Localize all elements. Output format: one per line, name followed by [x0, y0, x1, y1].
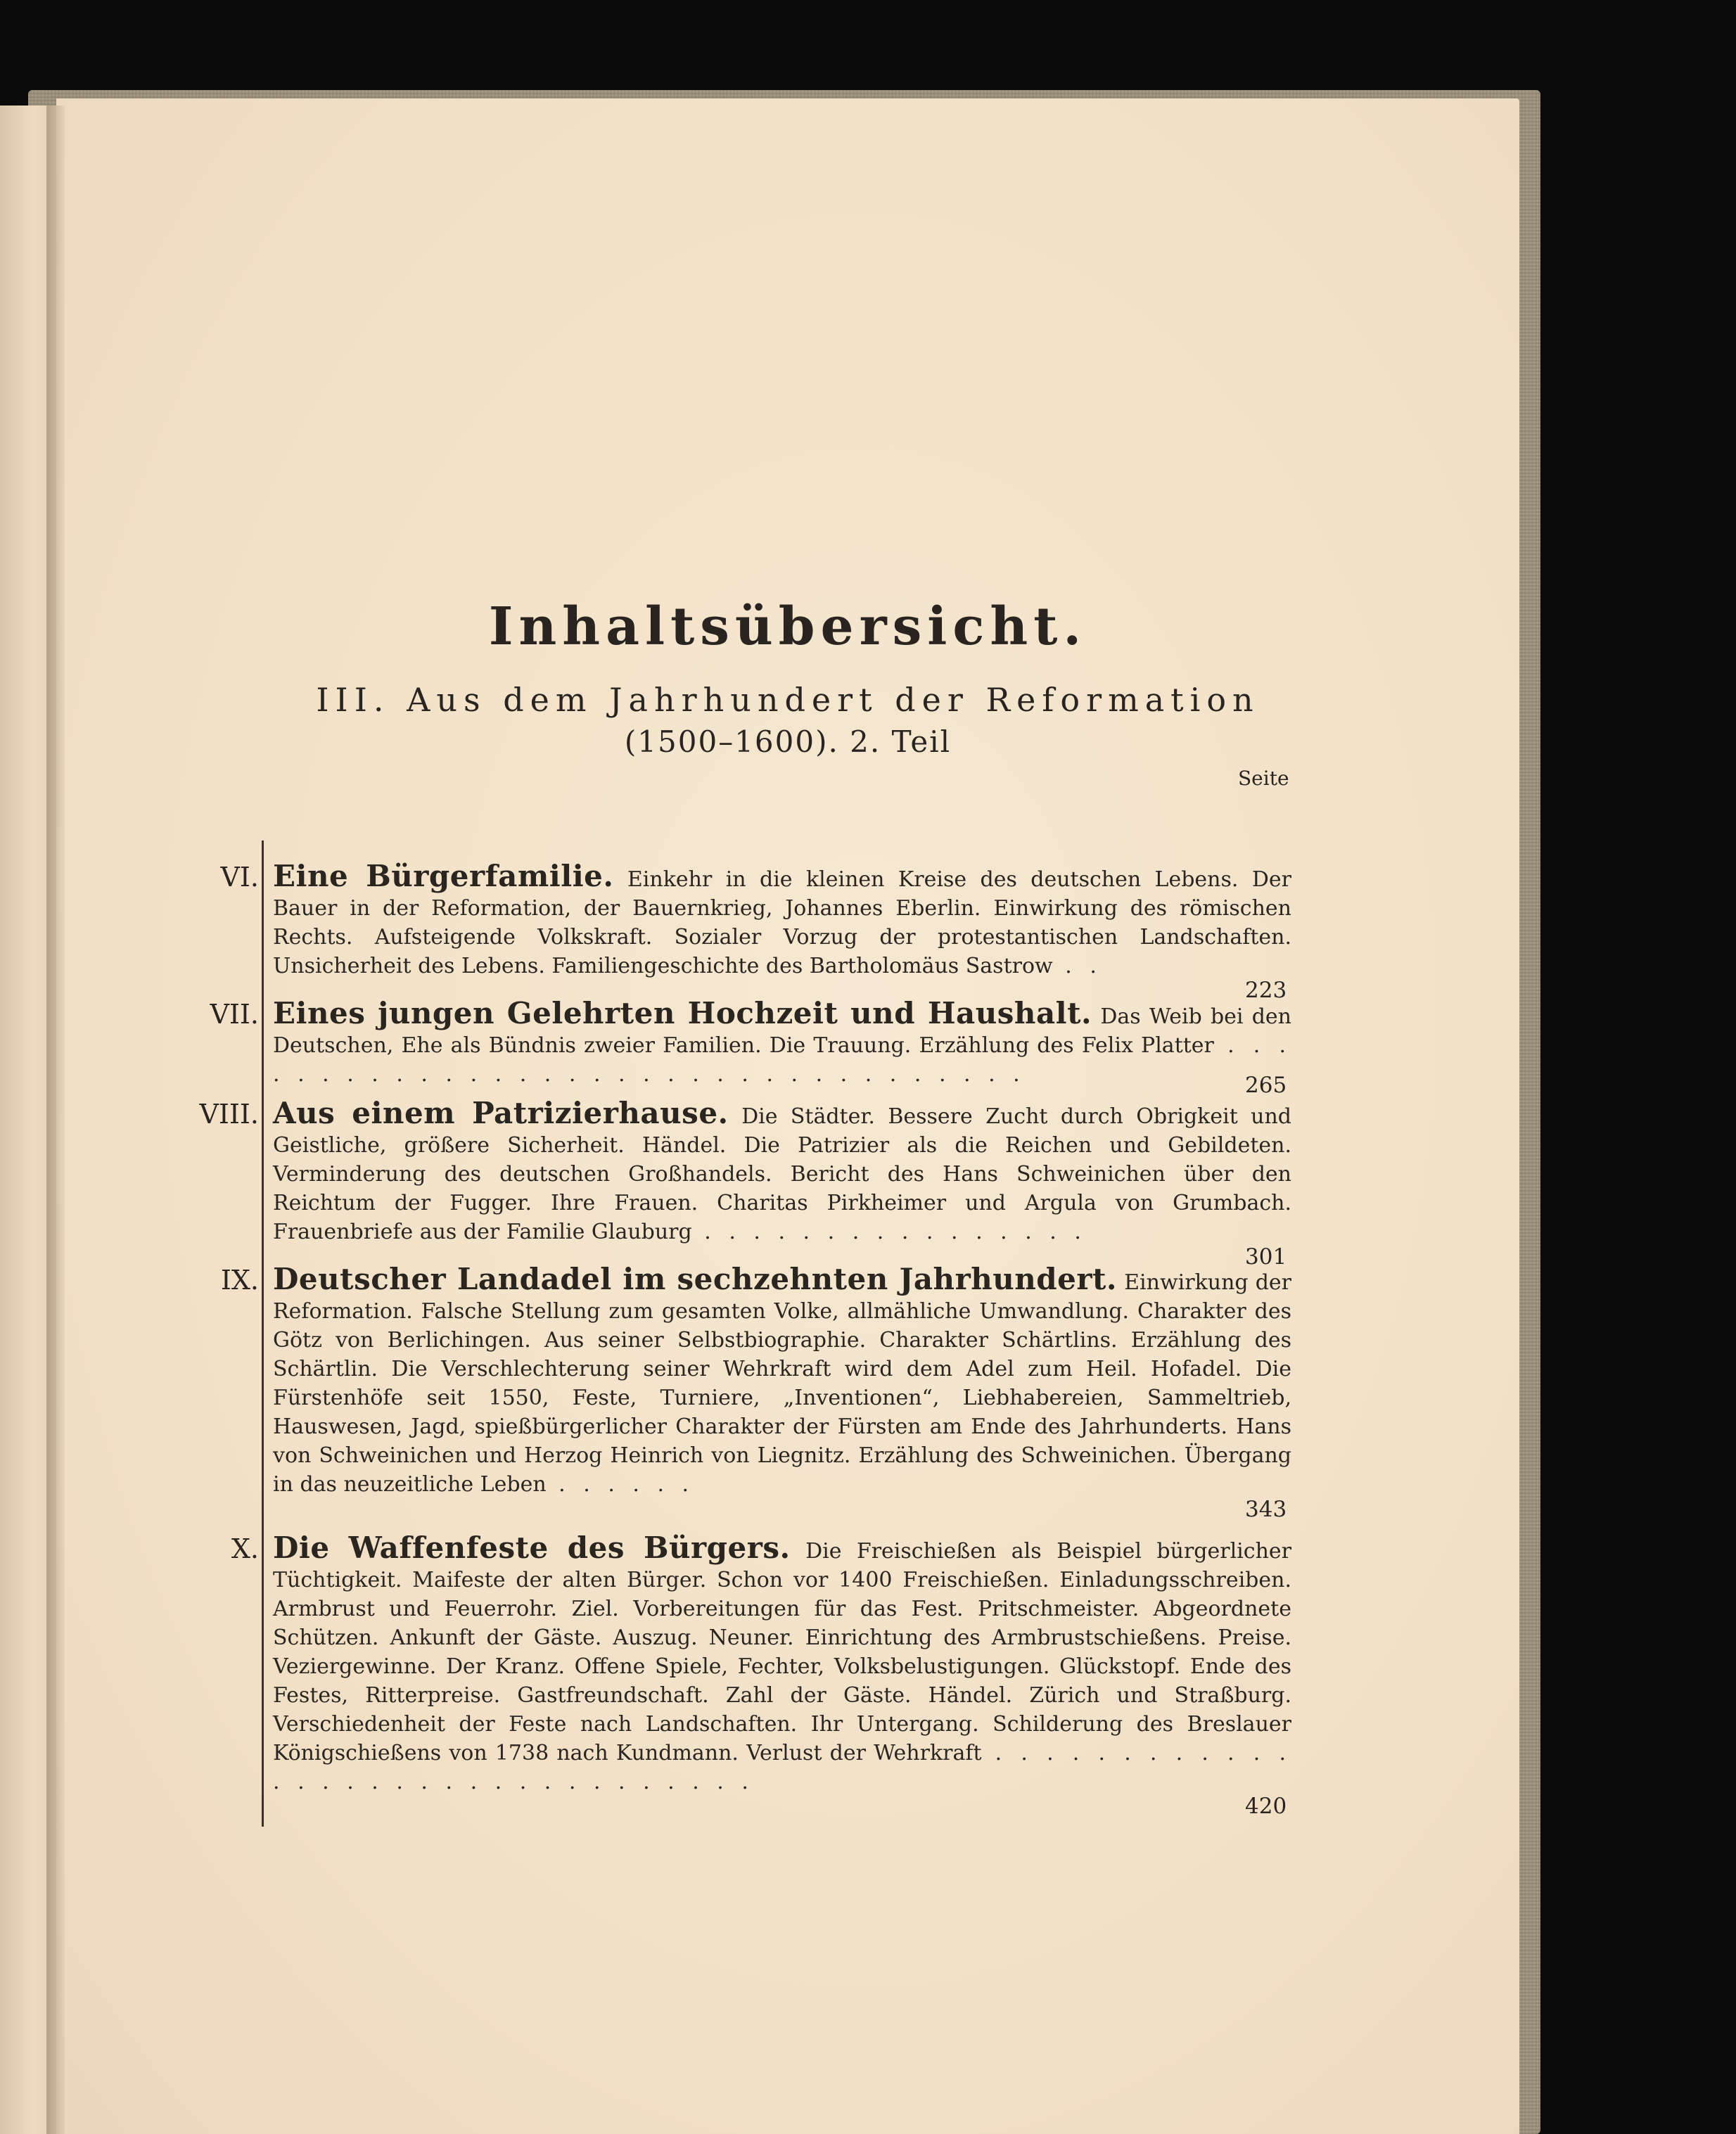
chapter-body — [273, 1533, 1291, 1796]
dot-leader: . . . . . . . . . . . . . . . . . . . . . . . . . . . . . . . . . . — [273, 1033, 1292, 1087]
dot-leader: . . — [1052, 954, 1102, 978]
chapter-summary: Einkehr in die kleinen Kreise des deutschen Lebens. Der Bauer in der Reformation, der Bauernkrieg, Johannes Eberlin. Einwirkung des römischen Rechts. Aufsteigende Volkskraft. Sozialer Vorzug der protestantischen Landschaften. Unsicherheit des Lebens. Familiengeschichte des Bartholomäus Sastrow — [273, 867, 1291, 978]
book-page — [56, 98, 1519, 2134]
chapter-body — [273, 1262, 1291, 1499]
dot-leader: . . . . . . — [546, 1472, 695, 1497]
chapter-numeral: VII. — [210, 999, 259, 1030]
chapter-page-number: 265 — [1245, 1073, 1287, 1098]
book-gutter-shadow — [46, 106, 65, 2134]
chapter-heading: Aus einem Patrizierhause. — [273, 1096, 729, 1130]
chapter-body — [273, 859, 1291, 980]
chapter-body — [273, 996, 1292, 1089]
chapter-heading: Die Waffenfeste des Bürgers. — [273, 1531, 791, 1565]
chapter-page-number: 301 — [1245, 1244, 1287, 1270]
chapter-heading: Deutscher Landadel im sechzehnten Jahrhundert. — [273, 1262, 1118, 1296]
chapter-page-number: 420 — [1245, 1794, 1287, 1819]
chapter-summary: Einwirkung der Reformation. Falsche Stellung zum gesamten Volke, allmähliche Umwandlung. Charakter des Götz von Berlichingen. Aus seiner Selbstbiographie. Charakter Schärtlins. Erzählung des Schärtlin. Die Verschlechterung seiner Wehrkraft wird dem Adel zum Heil. Hofadel. Die Fürstenhöfe seit 1550, Feste, Turniere, „Inventionen“, Liebhabereien, Sammeltrieb, Hauswesen, Jagd, spießbürgerlicher Charakter der Fürsten am Ende des Jahrhunderts. Hans von Schweinichen und Herzog Heinrich von Liegnitz. Erzählung des Schweinichen. Übergang in das neuzeitliche Leben — [273, 1270, 1291, 1497]
chapter-summary: Die Freischießen als Beispiel bürgerlicher Tüchtigkeit. Maifeste der alten Bürger. Schon vor 1400 Freischießen. Einladungsschreiben. Armbrust und Feuerrohr. Ziel. Vorbereitungen für das Fest. Pritschmeister. Abgeordnete Schützen. Ankunft der Gäste. Auszug. Neuner. Einrichtung des Armbrustschießens. Preise. Veziergewinne. Der Kranz. Offene Spiele, Fechter, Volksbelustigungen. Glückstopf. Ende des Festes, Ritterpreise. Gastfreundschaft. Zahl der Gäste. Händel. Zürich und Straßburg. Verschiedenheit der Feste nach Landschaften. Ihr Untergang. Schilderung des Breslauer Königschießens von 1738 nach Kundmann. Verlust der Wehrkraft — [273, 1539, 1291, 1765]
chapter-numeral: X. — [231, 1533, 259, 1564]
chapter-summary: Die Städter. Bessere Zucht durch Obrigkeit und Geistliche, größere Sicherheit. Händel. Die Patrizier als die Reichen und Gebildeten. Verminderung des deutschen Großhandels. Bericht des Hans Schweinichen über den Reichtum der Fugger. Ihre Frauen. Charitas Pirkheimer und Argula von Grumbach. Frauenbriefe aus der Familie Glauburg — [273, 1104, 1291, 1244]
chapter-heading: Eines jungen Gelehrten Hochzeit und Haushalt. — [273, 996, 1092, 1030]
part-heading: III. Aus dem Jahrhundert der Reformation — [316, 681, 1260, 719]
page-content — [56, 98, 1519, 2134]
chapter-summary: Das Weib bei den Deutschen, Ehe als Bündnis zweier Familien. Die Trauung. Erzählung des Felix Platter — [273, 1004, 1291, 1058]
chapter-heading: Eine Bürgerfamilie. — [273, 859, 614, 893]
chapter-page-number: 223 — [1245, 978, 1287, 1003]
part-subheading: (1500–1600). 2. Teil — [624, 724, 952, 759]
chapter-body — [273, 1096, 1291, 1246]
chapter-numeral: IX. — [220, 1265, 259, 1296]
toc-title: Inhaltsübersicht. — [488, 596, 1087, 657]
chapter-numeral: VIII. — [199, 1099, 259, 1130]
dot-leader: . . . . . . . . . . . . . . . . — [691, 1220, 1087, 1244]
numeral-divider-line — [262, 841, 264, 1827]
page-column-label: Seite — [1238, 767, 1289, 790]
chapter-page-number: 343 — [1245, 1497, 1287, 1522]
chapter-numeral: VI. — [220, 862, 259, 893]
dot-leader: . . . . . . . . . . . . . . . . . . . . . . . . . . . . . . . . — [273, 1741, 1291, 1794]
